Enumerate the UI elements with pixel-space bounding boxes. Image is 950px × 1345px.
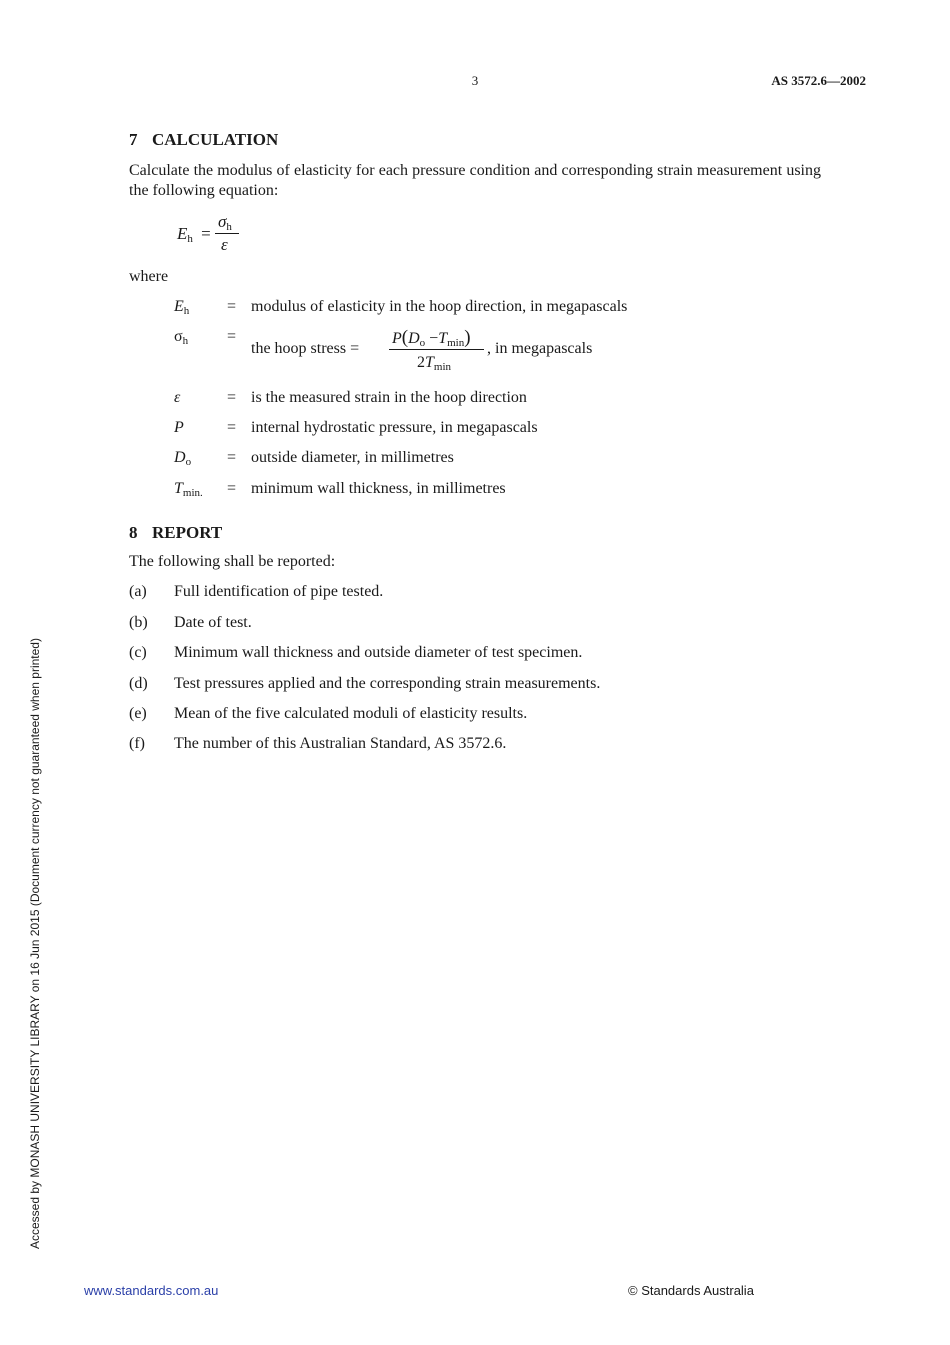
definition-text: modulus of elasticity in the hoop direction, in megapascals <box>251 298 628 315</box>
list-item-label: (d) <box>129 675 148 692</box>
equation-lhs: $E_h$ = <box>177 224 211 245</box>
standard-id: AS 3572.6—2002 <box>771 73 866 88</box>
definition-equals: = <box>227 419 237 436</box>
section-7-intro: Calculate the modulus of elasticity for each pressure condition and corresponding strain measurement using the following equation: <box>129 162 821 199</box>
hoop-stress-prefix: the hoop stress = <box>251 340 360 357</box>
definition-equals: = <box>227 480 237 497</box>
access-note: Accessed by MONASH UNIVERSITY LIBRARY on 16 Jun 2015 (Document currency not guaranteed when printed) <box>28 638 42 1249</box>
where-label: where <box>129 268 169 285</box>
definition-symbol: $\sigma_h$ <box>174 328 189 347</box>
section-8-intro: The following shall be reported: <box>129 553 336 570</box>
definition-symbol: P <box>174 419 184 436</box>
definition-symbol: $T_{min.}$ <box>174 480 203 499</box>
equation-denominator: ε <box>221 235 228 254</box>
list-item-label: (c) <box>129 644 147 661</box>
list-item: Minimum wall thickness and outside diameter of test specimen. <box>174 644 583 661</box>
definition-text: outside diameter, in millimetres <box>251 449 454 466</box>
section-number: 7 <box>129 130 138 149</box>
section-number: 8 <box>129 523 138 542</box>
equation-numerator: $\sigma_h$ <box>218 212 232 233</box>
hoop-stress-fraction-bar <box>389 349 484 350</box>
footer-copyright: © Standards Australia <box>628 1283 754 1298</box>
definition-symbol: ε <box>174 389 181 406</box>
hoop-stress-numerator: $P(D_o -T_{min})$ <box>392 327 471 349</box>
definition-equals: = <box>227 449 237 466</box>
definition-symbol: $E_h$ <box>174 298 190 317</box>
hoop-stress-suffix: , in megapascals <box>487 340 593 357</box>
list-item-label: (b) <box>129 614 148 631</box>
definition-equals: = <box>227 298 237 315</box>
list-item: Test pressures applied and the corresponding strain measurements. <box>174 675 601 692</box>
section-title: REPORT <box>152 523 223 542</box>
list-item: Date of test. <box>174 614 252 631</box>
definition-text: is the measured strain in the hoop direction <box>251 389 527 406</box>
list-item: Full identification of pipe tested. <box>174 583 384 600</box>
section-title: CALCULATION <box>152 130 279 149</box>
definition-equals: = <box>227 389 237 406</box>
definition-equals: = <box>227 328 237 345</box>
list-item-label: (a) <box>129 583 147 600</box>
page-number: 3 <box>471 73 479 88</box>
section-8-heading <box>129 523 222 543</box>
definition-text: minimum wall thickness, in millimetres <box>251 480 506 497</box>
list-item: The number of this Australian Standard, AS 3572.6. <box>174 735 507 752</box>
definition-symbol: $D_o$ <box>174 449 192 468</box>
fraction-bar <box>215 233 239 234</box>
section-7-heading <box>129 130 278 150</box>
definition-text: internal hydrostatic pressure, in megapascals <box>251 419 538 436</box>
list-item-label: (e) <box>129 705 147 722</box>
footer-link[interactable]: www.standards.com.au <box>84 1283 219 1298</box>
list-item: Mean of the five calculated moduli of elasticity results. <box>174 705 528 722</box>
hoop-stress-denominator: $2T_{min}$ <box>417 354 452 373</box>
list-item-label: (f) <box>129 735 145 752</box>
